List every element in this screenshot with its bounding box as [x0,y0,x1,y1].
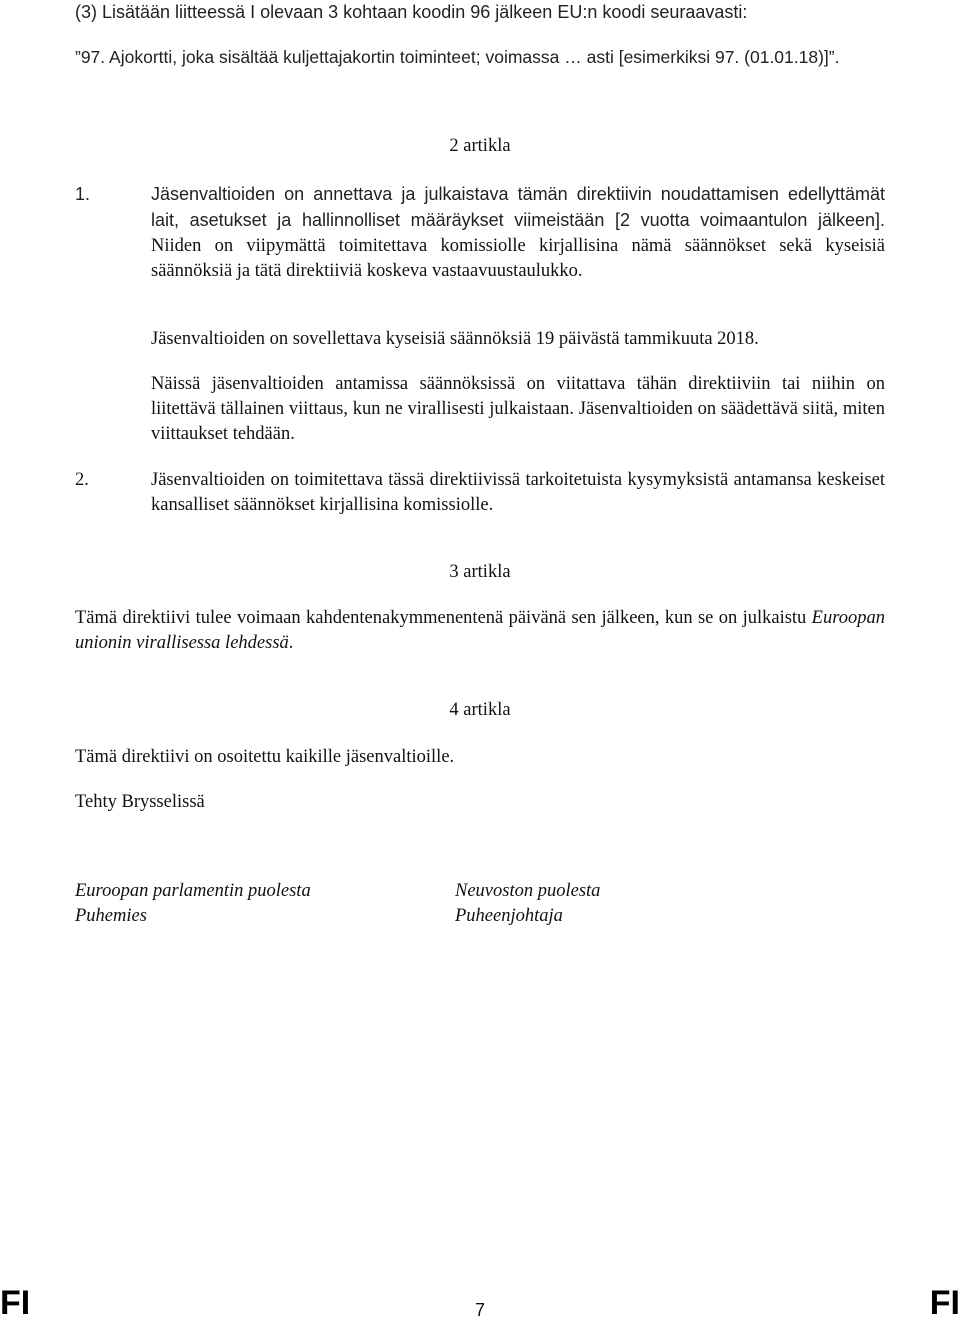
place-of-signature: Tehty Brysselissä [75,792,205,812]
article-4-text: Tämä direktiivi on osoitettu kaikille jäsenvaltioille. [75,747,455,767]
paragraph-1-number: 1. [75,184,91,204]
footer-language-right: FI [929,1284,960,1322]
article-3-text-before: Tämä direktiivi tulee voimaan kahdentenakymmenentenä päivänä sen jälkeen, kun se on julkaistu [75,608,812,628]
article-2-paragraph-1b: Jäsenvaltioiden on sovellettava kyseisiä säännöksiä 19 päivästä tammikuuta 2018. [151,329,759,349]
parliament-signature-title: Euroopan parlamentin puolesta [75,881,311,901]
page-number: 7 [474,1300,485,1320]
article-2-heading: 2 artikla [449,136,511,156]
amendment-quote: ”97. Ajokortti, joka sisältää kuljettajakortin toiminteet; voimassa … asti [esimerkiksi 97. (01.01.18)]”. [75,47,840,67]
article-3-heading: 3 artikla [449,562,511,582]
paragraph-1-serif-text: Niiden on viipymättä toimitettava komissiolle kirjallisina nämä säännökset sekä kyseisiä säännöksiä ja tätä direktiiviä koskeva vastaavuustaulukko. [151,236,885,281]
article-2-paragraph-2: Jäsenvaltioiden on toimitettava tässä direktiivissä tarkoitetuista kysymyksistä antamansa keskeiset kansalliset säännökset kirjallisina komissiolle. [151,470,885,515]
parliament-signatory-role: Puhemies [75,906,147,926]
article-3-text [75,606,885,656]
council-signatory-role: Puheenjohtaja [455,906,563,926]
council-signature-title: Neuvoston puolesta [455,881,601,901]
paragraph-1-sans-text: Jäsenvaltioiden on annettava ja julkaistava tämän direktiivin noudattamisen edellyttämät lait, asetukset ja hallinnolliset määräykset viimeistään [2 vuotta voimaantulon jälkeen]. [151,184,885,230]
footer-language-left: FI [0,1284,31,1322]
article-2-paragraph-1 [151,182,885,284]
official-journal-title: Euroopan unionin virallisessa lehdessä [75,608,885,653]
parliament-signature-block [75,879,311,929]
paragraph-2-number: 2. [75,470,89,490]
amendment-intro: (3) Lisätään liitteessä I olevaan 3 kohtaan koodin 96 jälkeen EU:n koodi seuraavasti: [75,2,748,22]
article-4-heading: 4 artikla [449,700,511,720]
article-2-paragraph-1c: Näissä jäsenvaltioiden antamissa säännöksissä on viitattava tähän direktiiviin tai niihin on liitettävä tällainen viittaus, kun ne virallisesti julkaistaan. Jäsenvaltioiden on säädettävä siitä, miten viittaukset tehdään. [151,374,885,444]
council-signature-block [455,879,600,929]
article-3-text-after: . [288,633,294,653]
